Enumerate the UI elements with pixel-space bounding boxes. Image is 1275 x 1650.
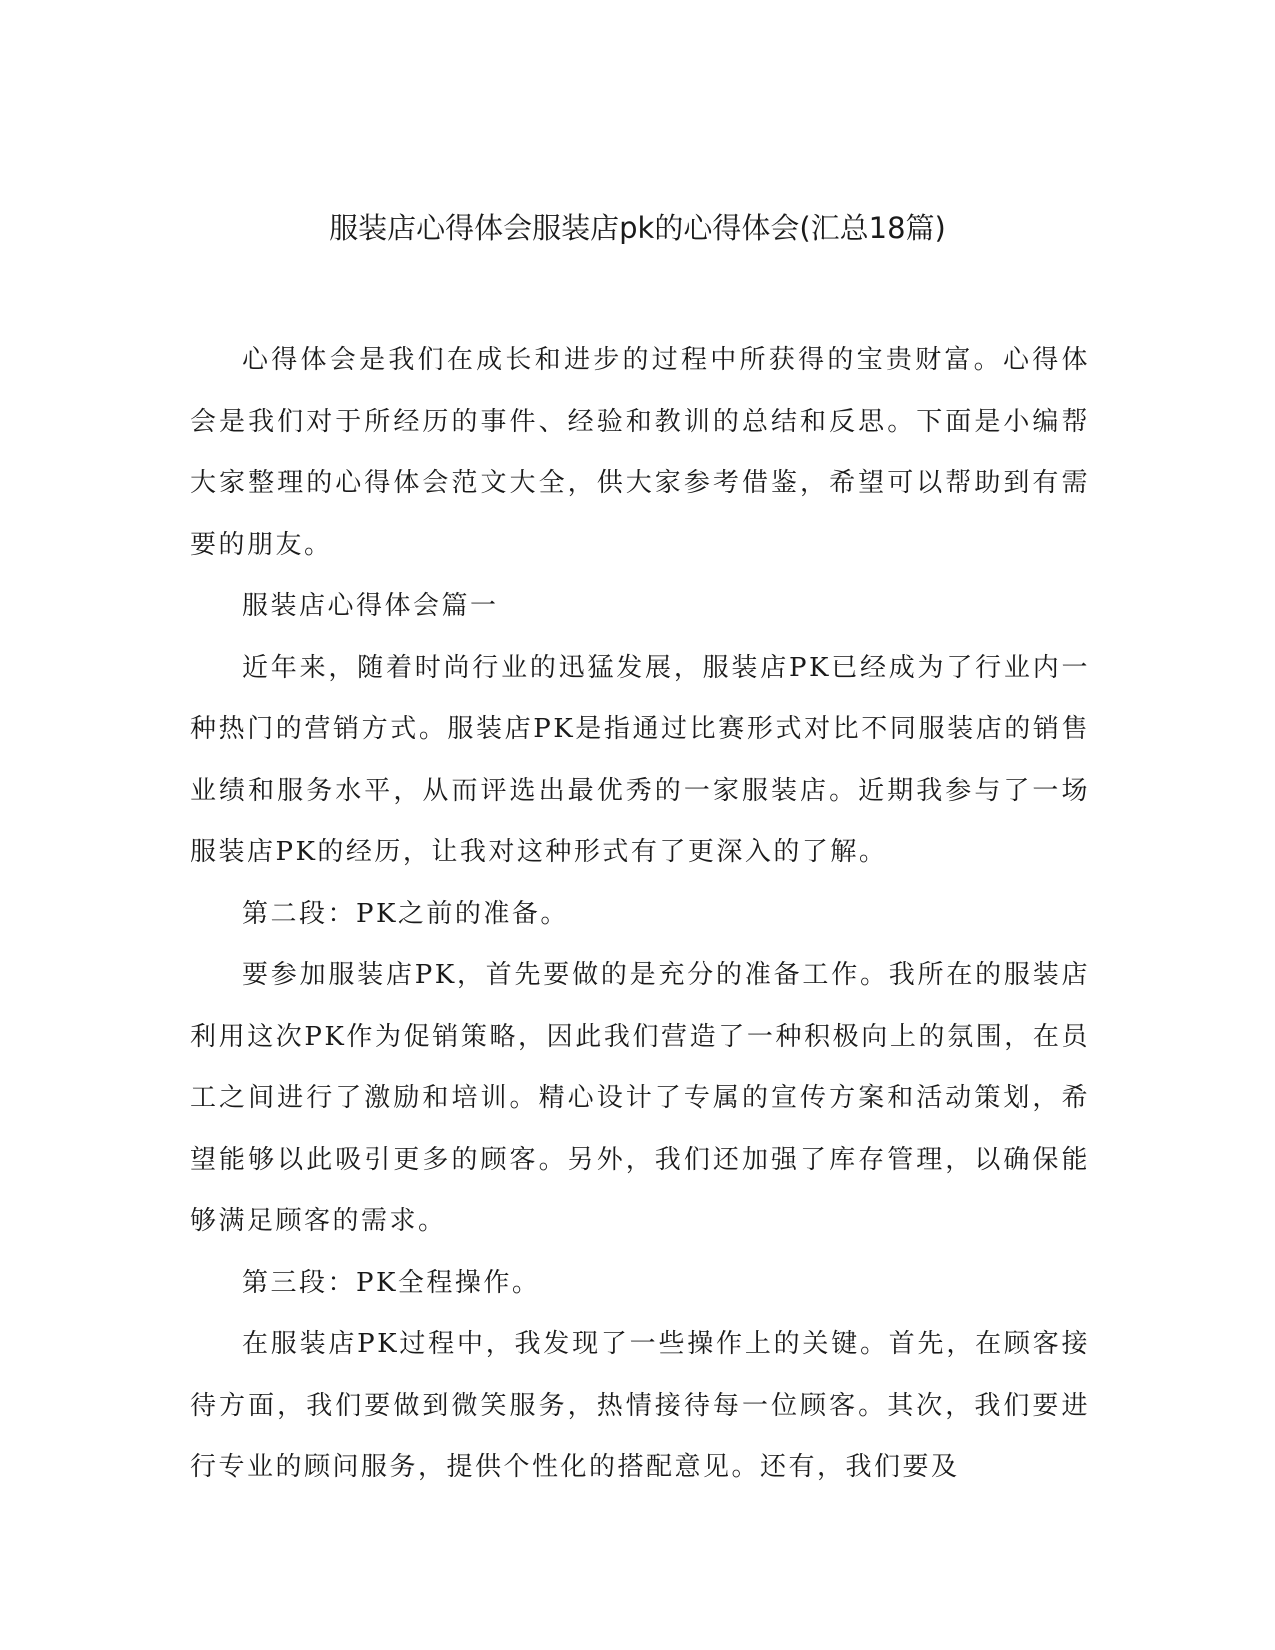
document-body: [190, 330, 1090, 1499]
body-paragraph: 近年来，随着时尚行业的迅猛发展，服装店PK已经成为了行业内一种热门的营销方式。服装店PK是指通过比赛形式对比不同服装店的销售业绩和服务水平，从而评选出最优秀的一家服装店。近期我参与了一场服装店PK的经历，让我对这种形式有了更深入的了解。: [190, 652, 1090, 867]
section-heading-2: 第二段：PK之前的准备。: [242, 898, 569, 929]
body-paragraph: 在服装店PK过程中，我发现了一些操作上的关键。首先，在顾客接待方面，我们要做到微笑服务，热情接待每一位顾客。其次，我们要进行专业的顾问服务，提供个性化的搭配意见。还有，我们要及: [190, 1329, 1090, 1482]
body-paragraph: 要参加服装店PK，首先要做的是充分的准备工作。我所在的服装店利用这次PK作为促销策略，因此我们营造了一种积极向上的氛围，在员工之间进行了激励和培训。精心设计了专属的宣传方案和活动策划，希望能够以此吸引更多的顾客。另外，我们还加强了库存管理，以确保能够满足顾客的需求。: [190, 960, 1090, 1236]
section-heading-1: 服装店心得体会篇一: [242, 591, 499, 621]
document-title: 服装店心得体会服装店pk的心得体会(汇总18篇): [329, 211, 946, 245]
intro-paragraph: 心得体会是我们在成长和进步的过程中所获得的宝贵财富。心得体会是我们对于所经历的事件、经验和教训的总结和反思。下面是小编帮大家整理的心得体会范文大全，供大家参考借鉴，希望可以帮助到有需要的朋友。: [190, 345, 1090, 560]
section-heading-3: 第三段：PK全程操作。: [242, 1267, 541, 1298]
